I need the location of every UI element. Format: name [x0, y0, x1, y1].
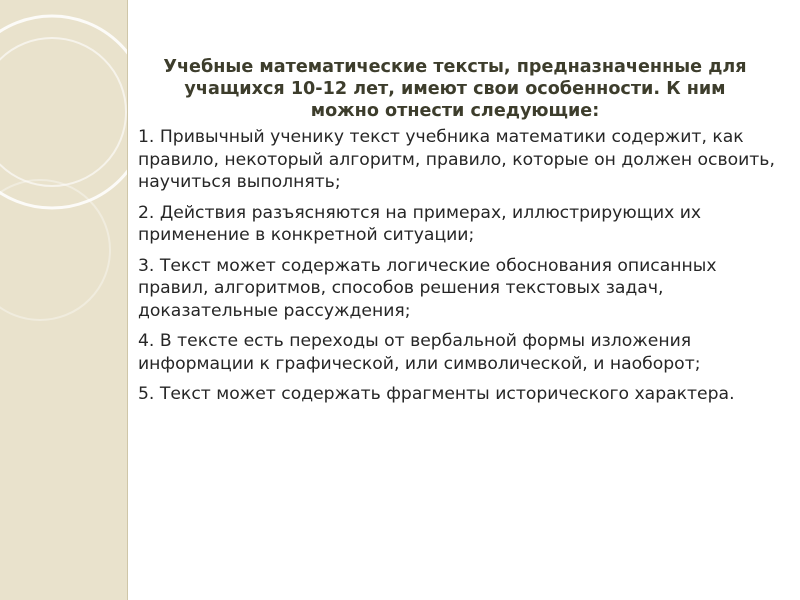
list-item: 2. Действия разъясняются на примерах, иллюстрирующих их применение в конкретной ситуации;	[138, 202, 702, 245]
side-divider	[127, 0, 128, 600]
decorative-side-panel	[0, 0, 127, 600]
slide-content	[138, 56, 788, 414]
list-item: 4. В тексте есть переходы от вербальной формы изложения информации к графической, или символической, и наоборот;	[138, 331, 701, 374]
list-item: 5. Текст может содержать фрагменты исторического характера.	[138, 384, 735, 404]
decorative-ring-small	[0, 38, 126, 186]
list-item: 1. Привычный ученику текст учебника математики содержит, как правило, некоторый алгоритм, правило, которые он должен освоить, научиться выполнять;	[138, 127, 775, 192]
list-item: 3. Текст может содержать логические обоснования описанных правил, алгоритмов, способов решения текстовых задач, доказательные рассуждения;	[138, 255, 717, 321]
decorative-rings	[0, 0, 127, 600]
slide-title: Учебные математические тексты, предназначенные для учащихся 10-12 лет, имеют свои особенности. К ним можно отнести следующие:	[163, 57, 747, 121]
item-list	[138, 126, 788, 406]
